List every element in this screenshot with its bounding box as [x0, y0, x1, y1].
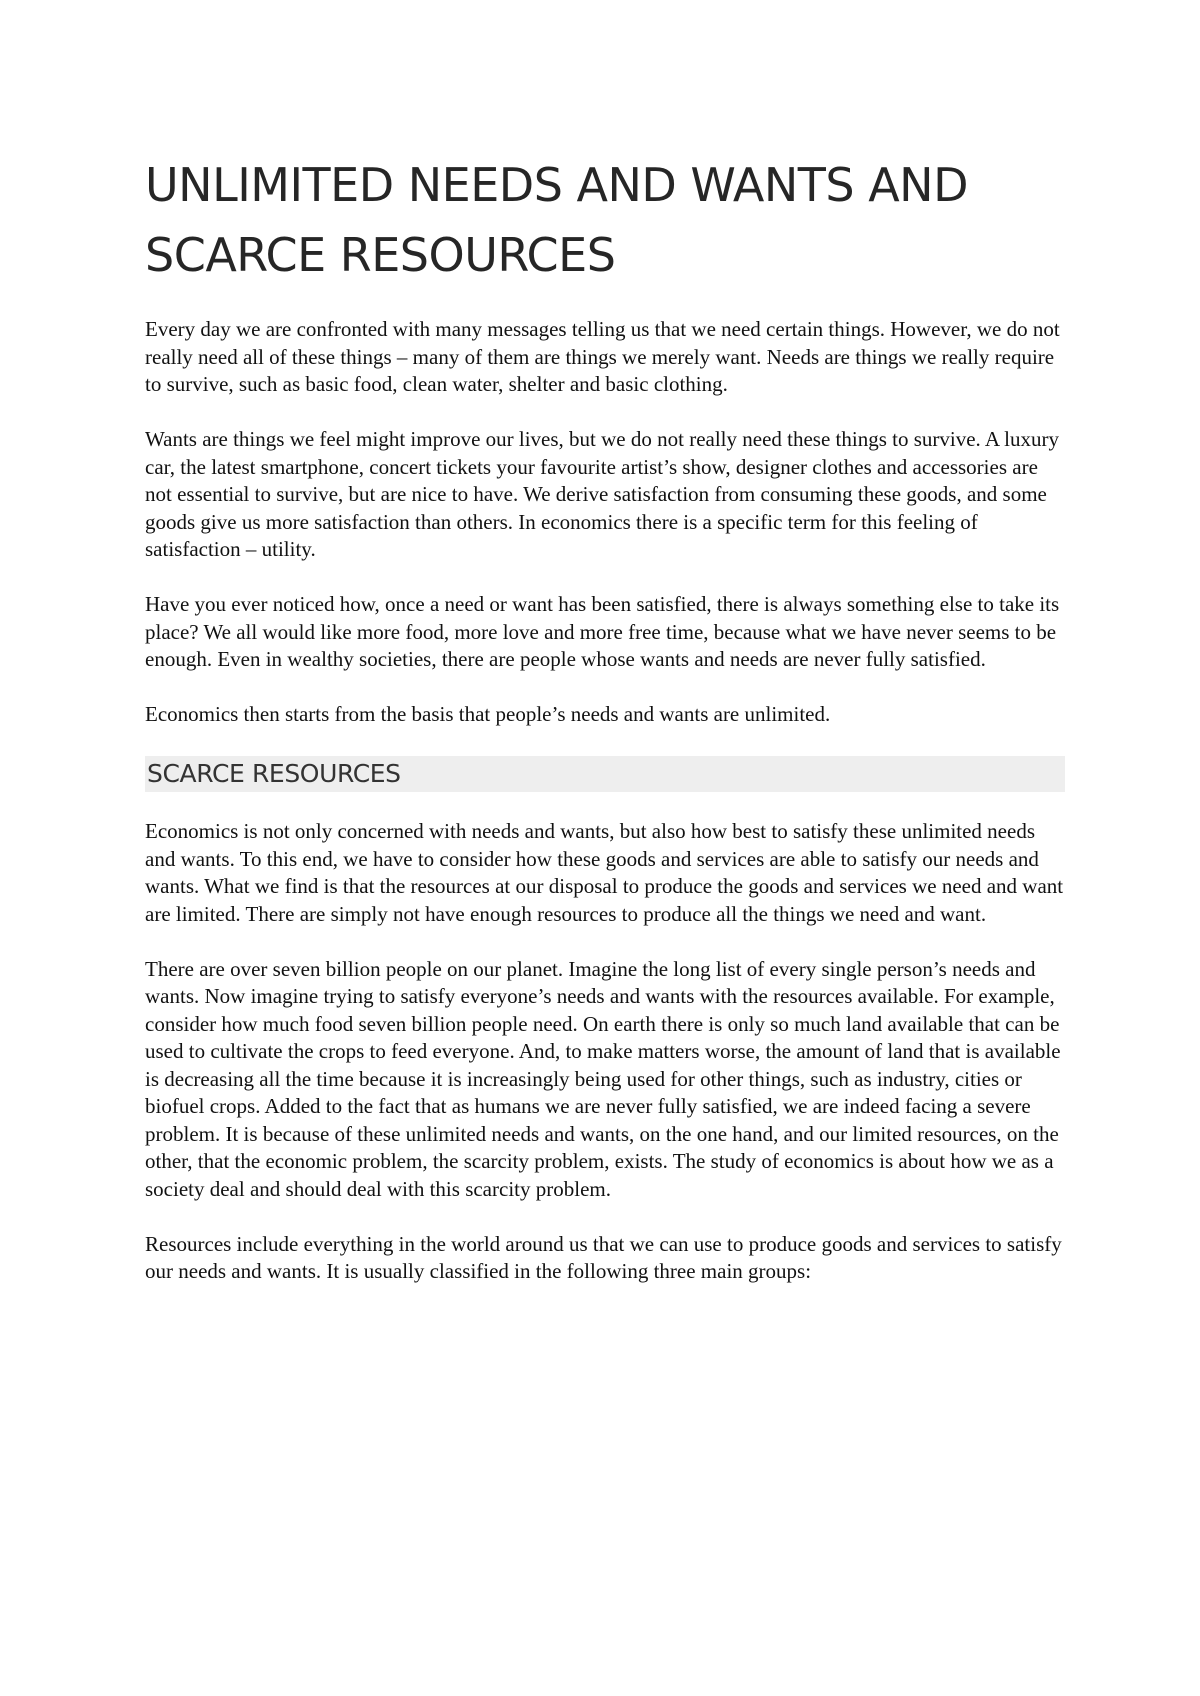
section-heading-scarce-resources: SCARCE RESOURCES [145, 756, 1065, 792]
paragraph-unlimited: Economics then starts from the basis that people’s needs and wants are unlimited. [145, 702, 831, 726]
document-content [145, 150, 1065, 1313]
paragraph-resources-groups: Resources include everything in the world around us that we can use to produce goods and services to satisfy our needs and wants. It is usually classified in the following three main groups: [145, 1231, 1062, 1283]
paragraph-needs: Every day we are confronted with many messages telling us that we need certain things. However, we do not really need all of these things – many of them are things we merely want. Needs are things we really require to survive, such as basic food, clean water, shelter and basic clothing. [145, 317, 1060, 396]
paragraph-wants: Wants are things we feel might improve our lives, but we do not really need these things to survive. A luxury car, the latest smartphone, concert tickets your favourite artist’s show, designer clothes and accessories are not essential to survive, but are nice to have. We derive satisfaction from consuming these goods, and some goods give us more satisfaction than others. In economics there is a specific term for this feeling of satisfaction – utility. [145, 427, 1059, 561]
paragraph-satisfy-needs: Economics is not only concerned with needs and wants, but also how best to satisfy these unlimited needs and wants. To this end, we have to consider how these goods and services are able to satisfy our needs and wants. What we find is that the resources at our disposal to produce the goods and services we need and want are limited. There are simply not have enough resources to produce all the things we need and want. [145, 819, 1064, 926]
paragraph-never-satisfied: Have you ever noticed how, once a need or want has been satisfied, there is always something else to take its place? We all would like more food, more love and more free time, because what we have never seems to be enough. Even in wealthy societies, there are people whose wants and needs are never fully satisfied. [145, 592, 1060, 671]
paragraph-seven-billion: There are over seven billion people on our planet. Imagine the long list of every single person’s needs and wants. Now imagine trying to satisfy everyone’s needs and wants with the resources available. For example, consider how much food seven billion people need. On earth there is only so much land available that can be used to cultivate the crops to feed everyone. And, to make matters worse, the amount of land that is available is decreasing all the time because it is increasingly being used for other things, such as industry, cities or biofuel crops. Added to the fact that as humans we are never fully satisfied, we are indeed facing a severe problem. It is because of these unlimited needs and wants, on the one hand, and our limited resources, on the other, that the economic problem, the scarcity problem, exists. The study of economics is about how we as a society deal and should deal with this scarcity problem. [145, 956, 1061, 1201]
document-title: UNLIMITED NEEDS AND WANTS AND SCARCE RESOURCES [145, 158, 969, 282]
